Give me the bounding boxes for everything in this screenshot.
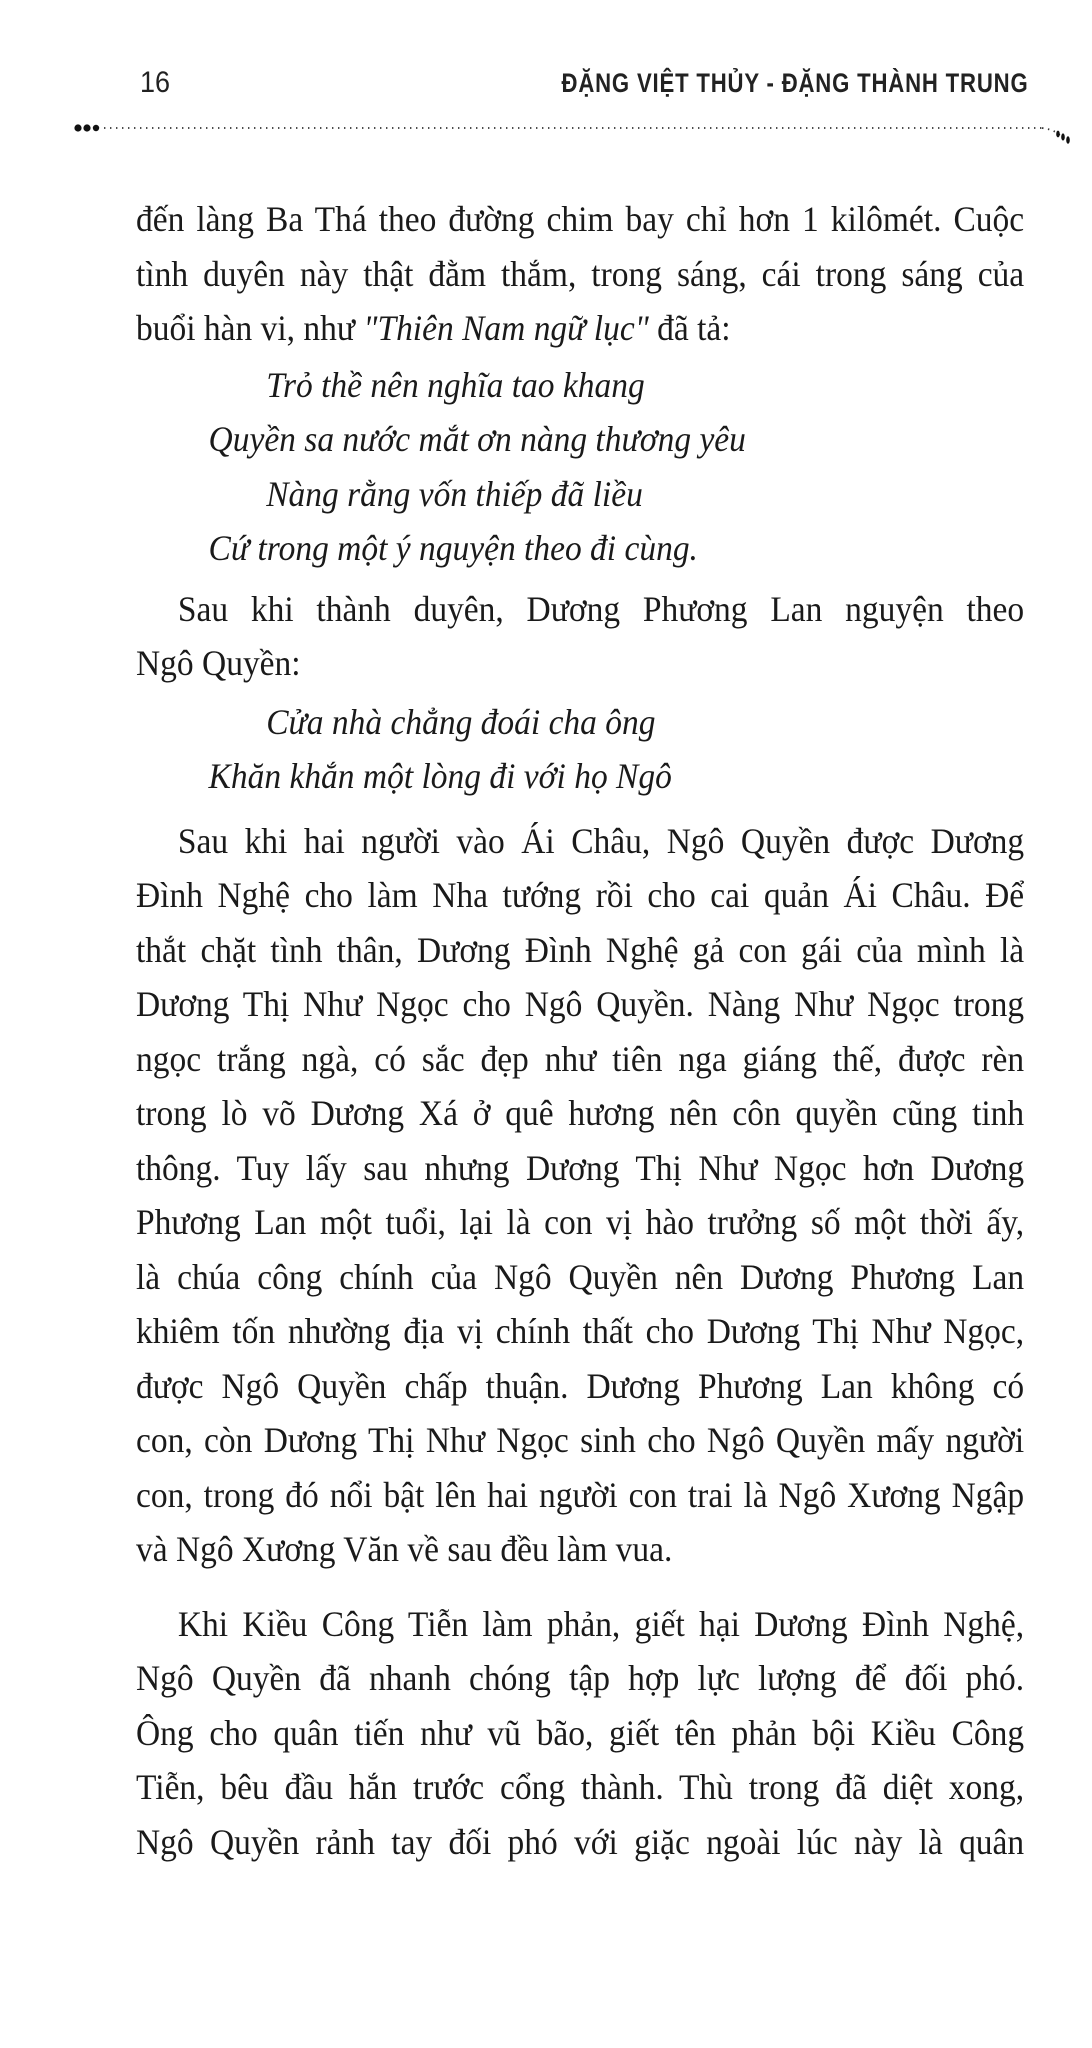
text-line: đến làng Ba Thá theo đường chim bay chỉ hơn 1 kilômét. Cuộc [136, 199, 1025, 239]
paragraph-1 [136, 192, 1024, 356]
text-line: Đình Nghệ cho làm Nha tướng rồi cho cai quản Ái Châu. Để [136, 875, 1025, 915]
verse-line: Trỏ thề nên nghĩa tao khang [266, 364, 645, 405]
verse-line: Nàng rằng vốn thiếp đã liều [266, 473, 643, 514]
verse-line: Quyền sa nước mắt ơn nàng thương yêu [208, 419, 746, 459]
text-line: Tiễn, bêu đầu hắn trước cổng thành. Thù trong đã diệt xong, [136, 1767, 1025, 1807]
dotted-rule-divider [72, 118, 1072, 148]
text-fragment: buổi hàn vi, như [136, 308, 364, 348]
text-line: Ông cho quân tiến như vũ bão, giết tên phản bội Kiều Công [136, 1712, 1025, 1753]
book-title-quote: "Thiên Nam ngữ lục" [363, 308, 649, 348]
text-line: Phương Lan một tuổi, lại là con vị hào trưởng số một thời ấy, [136, 1202, 1025, 1242]
verse-block-1 [136, 358, 1024, 576]
text-line: trong lò võ Dương Xá ở quê hương nên côn quyền cũng tinh [136, 1093, 1025, 1133]
text-line: thông. Tuy lấy sau nhưng Dương Thị Như Ngọc hơn Dương [136, 1147, 1025, 1188]
text-line: và Ngô Xương Văn về sau đều làm vua. [136, 1529, 673, 1569]
text-line: con, trong đó nổi bật lên hai người con trai là Ngô Xương Ngập [136, 1474, 1025, 1515]
text-line: tình duyên này thật đằm thắm, trong sáng, cái trong sáng của [136, 253, 1025, 294]
page-number: 16 [140, 66, 171, 99]
body-text [136, 192, 1024, 1869]
text-line: Ngô Quyền đã nhanh chóng tập hợp lực lượng để đối phó. [136, 1658, 1025, 1698]
verse-block-2 [136, 695, 1024, 804]
verse-line: Khăn khắn một lòng đi với họ Ngô [208, 756, 672, 796]
text-line: ngọc trắng ngà, có sắc đẹp như tiên nga giáng thế, được rèn [136, 1038, 1025, 1079]
text-fragment: đã tả: [648, 308, 731, 348]
text-line: thắt chặt tình thân, Dương Đình Nghệ gả con gái của mình là [136, 929, 1025, 970]
text-line: Sau khi hai người vào Ái Châu, Ngô Quyền được Dương [177, 820, 1025, 861]
text-line: Sau khi thành duyên, Dương Phương Lan nguyện theo [177, 588, 1025, 629]
text-line: được Ngô Quyền chấp thuận. Dương Phương Lan không có [136, 1365, 1025, 1406]
paragraph-4 [136, 1597, 1024, 1870]
header-title: ĐẶNG VIỆT THỦY - ĐẶNG THÀNH TRUNG [561, 68, 1028, 98]
running-head [140, 66, 1028, 110]
text-line: khiêm tốn nhường địa vị chính thất cho Dương Thị Như Ngọc, [136, 1311, 1025, 1351]
paragraph-2 [136, 582, 1024, 691]
text-line: Ngô Quyền rảnh tay đối phó với giặc ngoài lúc này là quân [136, 1821, 1025, 1862]
verse-line: Cứ trong một ý nguyện theo đi cùng. [208, 528, 698, 568]
text-line: là chúa công chính của Ngô Quyền nên Dương Phương Lan [136, 1256, 1025, 1297]
paragraph-3 [136, 814, 1024, 1577]
text-line: con, còn Dương Thị Như Ngọc sinh cho Ngô Quyền mấy người [136, 1420, 1025, 1460]
text-line: Khi Kiều Công Tiễn làm phản, giết hại Dương Đình Nghệ, [177, 1603, 1025, 1644]
verse-line: Cửa nhà chẳng đoái cha ông [266, 701, 656, 742]
text-line: Dương Thị Như Ngọc cho Ngô Quyền. Nàng Như Ngọc trong [136, 984, 1025, 1024]
text-line: Ngô Quyền: [136, 643, 301, 683]
text-line [136, 301, 1024, 356]
